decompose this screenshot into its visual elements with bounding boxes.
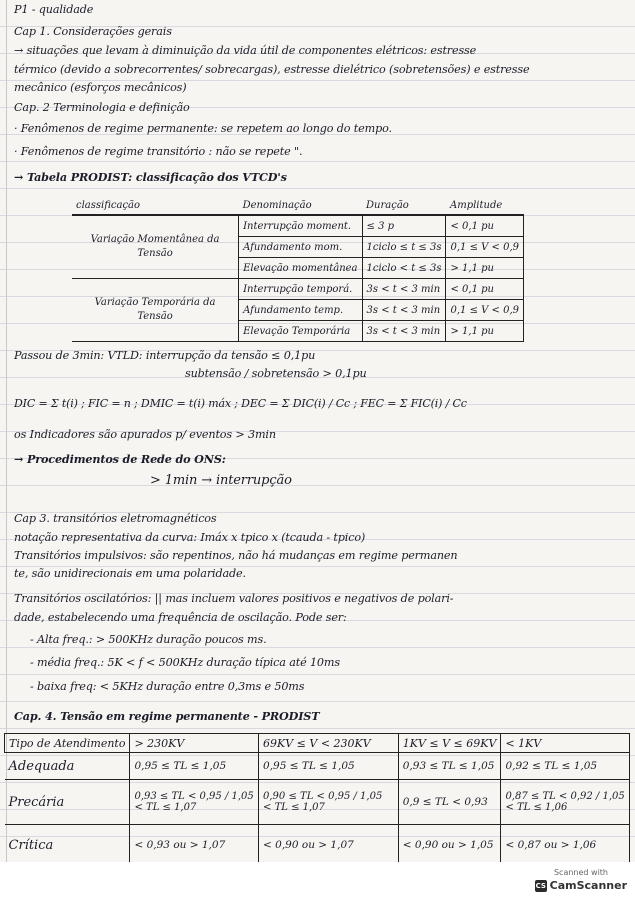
table-cell: 0,87 ≤ TL < 0,92 / 1,05 < TL ≤ 1,06 (501, 780, 630, 825)
table-cell: 0,95 ≤ TL ≤ 1,05 (130, 753, 259, 780)
table-cell: 3s < t < 3 min (362, 321, 446, 342)
table-cell: < 0,87 ou > 1,06 (501, 825, 630, 863)
note-line: > 1min → interrupção (150, 473, 292, 488)
table-cell: Afundamento mom. (239, 237, 362, 258)
table-cell: < 0,1 pu (446, 215, 524, 237)
camscanner-name: CamScanner (549, 879, 627, 892)
table-row (72, 215, 524, 237)
table-row (5, 753, 630, 780)
table-cell: Interrupção temporá. (239, 279, 362, 300)
table-cell: 0,95 ≤ TL ≤ 1,05 (259, 753, 399, 780)
table-header-cell: > 230KV (130, 734, 259, 753)
table-cell: > 1,1 pu (446, 321, 524, 342)
scanned-with-text: Scanned with (553, 868, 609, 877)
note-line: térmico (devido a sobrecorrentes/ sobrecargas), estresse dielétrico (sobretensões) e estresse (14, 63, 530, 76)
table-cell: 0,93 ≤ TL ≤ 1,05 (398, 753, 501, 780)
table-header-cell: Duração (362, 196, 446, 215)
table-cell: > 1,1 pu (446, 258, 524, 279)
table-cell: 0,92 ≤ TL ≤ 1,05 (501, 753, 630, 780)
row-label: Adequada (5, 753, 130, 780)
note-line: te, são unidirecionais em uma polaridade. (14, 567, 246, 580)
note-line: - média freq.: 5K < f < 500KHz duração típica até 10ms (30, 656, 340, 669)
table-header-row (5, 734, 630, 753)
table-cell: Interrupção moment. (239, 215, 362, 237)
table-header-cell: 1KV ≤ V ≤ 69KV (398, 734, 501, 753)
table-cell: 0,1 ≤ V < 0,9 (446, 300, 524, 321)
table-header-cell: classificação (72, 196, 239, 215)
note-line: · Fenômenos de regime transitório : não se repete ". (14, 145, 303, 158)
note-line: · Fenômenos de regime permanente: se repetem ao longo do tempo. (14, 122, 392, 135)
table-cell: 0,93 ≤ TL < 0,95 / 1,05 < TL ≤ 1,07 (130, 780, 259, 825)
camscanner-icon: CS (535, 881, 546, 890)
regime-table (4, 733, 630, 862)
note-line: mecânico (esforços mecânicos) (14, 81, 187, 94)
page-title: P1 - qualidade (14, 3, 94, 16)
table-header-cell: Denominação (239, 196, 362, 215)
table-cell: < 0,93 ou > 1,07 (130, 825, 259, 863)
table-row (5, 825, 630, 863)
table-cell: 3s < t < 3 min (362, 279, 446, 300)
row-label: Crítica (5, 825, 130, 863)
table-cell: < 0,90 ou > 1,07 (259, 825, 399, 863)
note-line: Transitórios impulsivos: são repentinos, não há mudanças em regime permanen (14, 549, 458, 562)
table-cell: ≤ 3 p (362, 215, 446, 237)
table-header-cell: Tipo de Atendimento (5, 734, 130, 753)
table-cell: 3s < t < 3 min (362, 300, 446, 321)
table-cell: < 0,90 ou > 1,05 (398, 825, 501, 863)
table-header-row (72, 196, 524, 215)
table-cell: 1ciclo ≤ t ≤ 3s (362, 237, 446, 258)
table-row (72, 279, 524, 300)
table-cell: 0,9 ≤ TL < 0,93 (398, 780, 501, 825)
table-cell: 0,90 ≤ TL < 0,95 / 1,05 < TL ≤ 1,07 (259, 780, 399, 825)
note-line: subtensão / sobretensão > 0,1pu (185, 367, 367, 380)
group-label: Variação Momentânea da Tensão (72, 215, 239, 279)
note-line: - baixa freq: < 5KHz duração entre 0,3ms e 50ms (30, 680, 305, 693)
table-cell: Elevação momentânea (239, 258, 362, 279)
group-label: Variação Temporária da Tensão (72, 279, 239, 342)
camscanner-badge (535, 868, 627, 898)
row-label: Precária (5, 780, 130, 825)
chapter-2-heading: Cap. 2 Terminologia e definição (14, 101, 190, 114)
table-header-cell: Amplitude (446, 196, 524, 215)
note-line: - Alta freq.: > 500KHz duração poucos ms. (30, 633, 267, 646)
formula-line: DIC = Σ t(i) ; FIC = n ; DMIC = t(i) máx ; DEC = Σ DIC(i) / Cc ; FEC = Σ FIC(i) / Cc (14, 397, 467, 410)
table-cell: Afundamento temp. (239, 300, 362, 321)
table-cell: 1ciclo < t ≤ 3s (362, 258, 446, 279)
table-row (5, 780, 630, 825)
note-line: notação representativa da curva: Imáx x tpico x (tcauda - tpico) (14, 531, 366, 544)
table-heading: → Tabela PRODIST: classificação dos VTCD's (14, 170, 287, 184)
table-cell: Elevação Temporária (239, 321, 362, 342)
table-cell: 0,1 ≤ V < 0,9 (446, 237, 524, 258)
chapter-3-heading: Cap 3. transitórios eletromagnéticos (14, 512, 217, 525)
camscanner-logo (535, 879, 627, 892)
note-line: os Indicadores são apurados p/ eventos > 3min (14, 428, 276, 441)
chapter-4-heading: Cap. 4. Tensão em regime permanente - PRODIST (14, 709, 320, 723)
section-heading: → Procedimentos de Rede do ONS: (14, 452, 226, 466)
note-line: → situações que levam à diminuição da vida útil de componentes elétricos: estresse (14, 44, 477, 57)
vtcd-table (72, 196, 524, 342)
chapter-1-heading: Cap 1. Considerações gerais (14, 25, 172, 38)
note-line: Transitórios oscilatórios: || mas incluem valores positivos e negativos de polari- (14, 592, 454, 605)
table-cell: < 0,1 pu (446, 279, 524, 300)
note-line: Passou de 3min: VTLD: interrupção da tensão ≤ 0,1pu (14, 349, 316, 362)
table-header-cell: 69KV ≤ V < 230KV (259, 734, 399, 753)
note-line: dade, estabelecendo uma frequência de oscilação. Pode ser: (14, 611, 347, 624)
table-header-cell: < 1KV (501, 734, 630, 753)
